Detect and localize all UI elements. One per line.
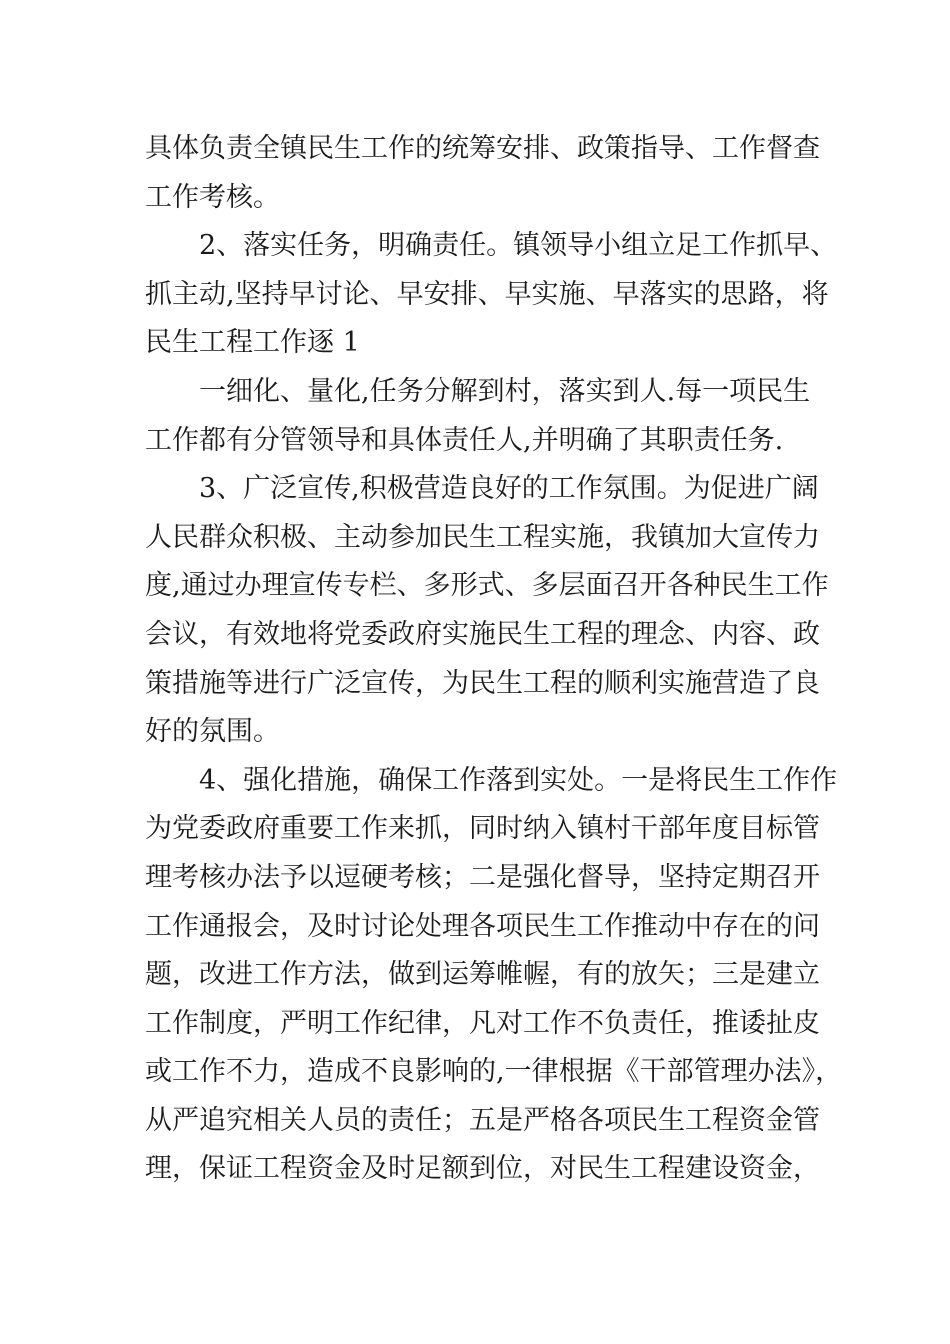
paragraph-line: 度,通过办理宣传专栏、多形式、多层面召开各种民生工作 bbox=[145, 570, 829, 602]
paragraph-line: 人民群众积极、主动参加民生工程实施，我镇加大宣传力 bbox=[145, 521, 820, 553]
paragraph-line: 具体负责全镇民生工作的统筹安排、政策指导、工作督查 bbox=[145, 133, 820, 164]
paragraph-line: 好的氛围。 bbox=[145, 716, 280, 748]
paragraph-line: 工作考核。 bbox=[145, 181, 280, 213]
paragraph-line: 理考核办法予以逗硬考核；二是强化督导，坚持定期召开 bbox=[145, 861, 820, 893]
paragraph-line: 民生工程工作逐 1 bbox=[145, 327, 360, 359]
paragraph-line: 工作通报会，及时讨论处理各项民生工作推动中存在的问 bbox=[145, 910, 820, 942]
paragraph-line: 2、落实任务，明确责任。镇领导小组立足工作抓早、 bbox=[199, 230, 838, 262]
paragraph-line: 抓主动,坚持早讨论、早安排、早实施、早落实的思路，将 bbox=[145, 278, 829, 310]
paragraph-line: 或工作不力，造成不良影响的,一律根据《干部管理办法》， bbox=[145, 1056, 843, 1088]
paragraph-line: 为党委政府重要工作来抓，同时纳入镇村干部年度目标管 bbox=[145, 813, 820, 845]
paragraph-line: 工作制度，严明工作纪律，凡对工作不负责任，推诿扯皮 bbox=[145, 1007, 820, 1039]
paragraph-line: 会议，有效地将党委政府实施民生工程的理念、内容、政 bbox=[145, 618, 820, 650]
document-body bbox=[145, 125, 843, 1194]
paragraph-line: 从严追究相关人员的责任；五是严格各项民生工程资金管 bbox=[145, 1104, 820, 1136]
paragraph-line: 理，保证工程资金及时足额到位，对民生工程建设资金， bbox=[145, 1153, 820, 1185]
paragraph-line: 题，改进工作方法，做到运筹帷幄，有的放矢；三是建立 bbox=[145, 959, 820, 991]
paragraph-line: 工作都有分管领导和具体责任人,并明确了其职责任务. bbox=[145, 424, 784, 456]
paragraph-line: 3、广泛宣传,积极营造良好的工作氛围。为促进广阔 bbox=[199, 473, 819, 505]
paragraph-line: 一细化、量化,任务分解到村，落实到人.每一项民生 bbox=[199, 375, 811, 407]
paragraph-line: 策措施等进行广泛宣传，为民生工程的顺利实施营造了良 bbox=[145, 667, 820, 699]
paragraph-line: 4、强化措施，确保工作落到实处。一是将民生工作作 bbox=[199, 764, 838, 796]
